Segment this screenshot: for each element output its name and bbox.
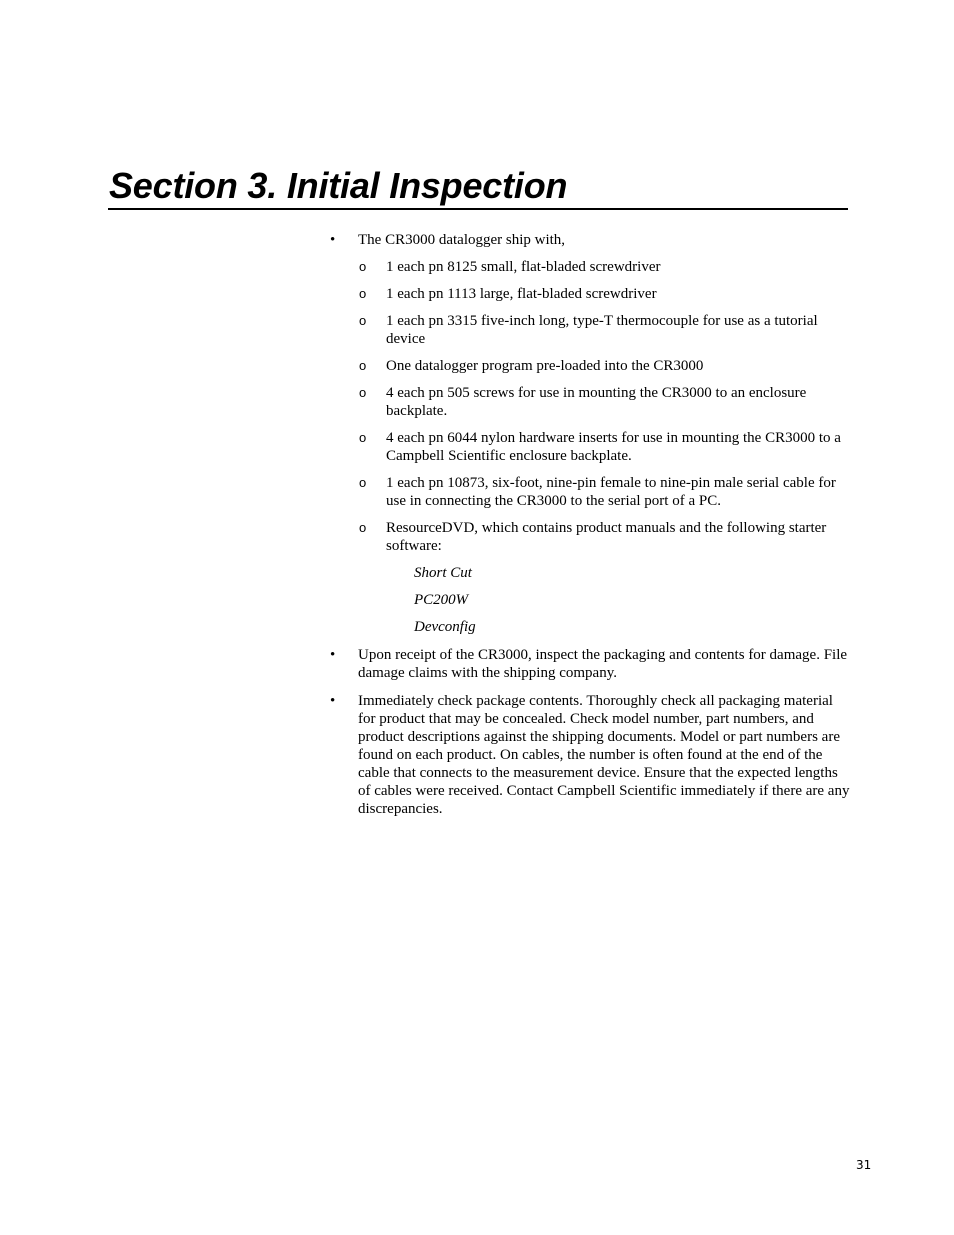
sub-list-item-text: 1 each pn 3315 five-inch long, type-T thermocouple for use as a tutorial device xyxy=(386,313,818,347)
title-underline xyxy=(108,208,848,210)
shipped-items-list xyxy=(358,258,850,636)
software-name: Short Cut xyxy=(414,565,472,581)
sub-list-item-text: One datalogger program pre-loaded into the CR3000 xyxy=(386,358,704,374)
bullet-icon: • xyxy=(330,232,336,248)
circle-bullet-icon: o xyxy=(359,313,367,328)
sub-list-item-text: ResourceDVD, which contains product manuals and the following starter software: xyxy=(386,520,827,554)
circle-bullet-icon: o xyxy=(359,286,367,301)
sub-list-item-text: 1 each pn 10873, six-foot, nine-pin female to nine-pin male serial cable for use in connecting the CR3000 to the serial port of a PC. xyxy=(386,475,836,509)
circle-bullet-icon: o xyxy=(359,259,367,274)
list-item-ship-contents xyxy=(330,231,850,636)
circle-bullet-icon: o xyxy=(359,520,367,535)
sub-list-item-text: 1 each pn 8125 small, flat-bladed screwdriver xyxy=(386,259,661,275)
inspection-list xyxy=(330,231,850,828)
list-item-text: Upon receipt of the CR3000, inspect the packaging and contents for damage. File damage claims with the shipping company. xyxy=(358,647,848,681)
sub-list-item xyxy=(358,285,850,303)
sub-list-item xyxy=(358,384,850,420)
sub-list-item xyxy=(358,357,850,375)
software-name: PC200W xyxy=(414,592,469,608)
list-item-check-contents xyxy=(330,692,850,818)
page-number: 31 xyxy=(856,1158,872,1172)
sub-list-item xyxy=(358,312,850,348)
sub-list-item-text: 4 each pn 505 screws for use in mounting the CR3000 to an enclosure backplate. xyxy=(386,385,807,419)
sub-list-item xyxy=(358,519,850,636)
starter-software-list xyxy=(386,564,850,636)
circle-bullet-icon: o xyxy=(359,430,367,445)
bullet-icon: • xyxy=(330,693,336,709)
list-item-inspect-damage xyxy=(330,646,850,682)
circle-bullet-icon: o xyxy=(359,358,367,373)
software-name: Devconfig xyxy=(414,619,476,635)
sub-list-item xyxy=(358,258,850,276)
bullet-icon: • xyxy=(330,647,336,663)
list-item-text: The CR3000 datalogger ship with, xyxy=(358,232,566,248)
section-title: Section 3. Initial Inspection xyxy=(109,165,568,206)
sub-list-item xyxy=(358,429,850,465)
circle-bullet-icon: o xyxy=(359,475,367,490)
circle-bullet-icon: o xyxy=(359,385,367,400)
sub-list-item-text: 1 each pn 1113 large, flat-bladed screwdriver xyxy=(386,286,657,302)
sub-list-item-text: 4 each pn 6044 nylon hardware inserts for use in mounting the CR3000 to a Campbell Scientific enclosure backplate. xyxy=(386,430,841,464)
sub-list-item xyxy=(358,474,850,510)
list-item-text: Immediately check package contents. Thoroughly check all packaging material for product that may be concealed. Check model number, part numbers, and product descriptions against the shipping documents. Model or part numbers are found on each product. On cables, the number is often found at the end of the cable that connects to the measurement device. Ensure that the expected lengths of cables were received. Contact Campbell Scientific immediately if there are any discrepancies. xyxy=(358,693,850,817)
